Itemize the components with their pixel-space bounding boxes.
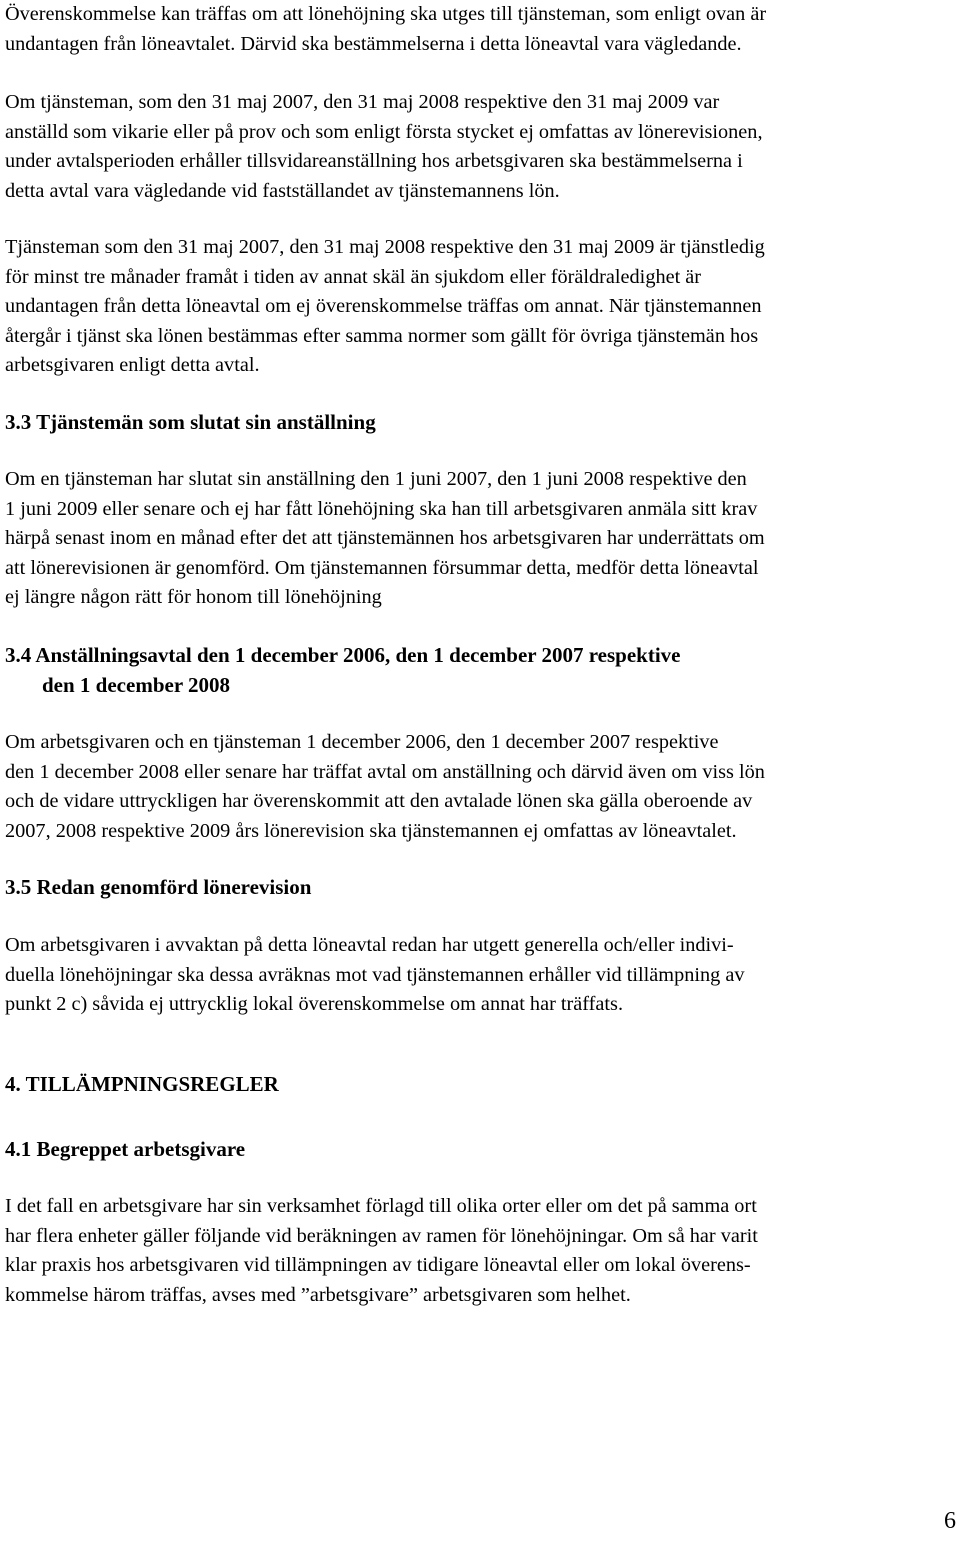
section-heading-3-3: 3.3 Tjänstemän som slutat sin anställning	[5, 410, 376, 434]
section-heading-4: 4. TILLÄMPNINGSREGLER	[5, 1072, 279, 1096]
text-line: Om en tjänsteman har slutat sin anställning den 1 juni 2007, den 1 juni 2008 respektive den	[5, 468, 747, 490]
page-number: 6	[944, 1508, 956, 1534]
section-heading-3-4	[5, 641, 681, 700]
paragraph-vikarie	[5, 88, 955, 206]
text-line: Tjänsteman som den 31 maj 2007, den 31 maj 2008 respektive den 31 maj 2009 är tjänstledig	[5, 236, 765, 258]
paragraph-3-4	[5, 728, 955, 846]
text-line: undantagen från detta löneavtal om ej överenskommelse träffas om annat. När tjänstemannen	[5, 295, 762, 318]
paragraph-4-1	[5, 1192, 955, 1310]
text-line: härpå senast inom en månad efter det att tjänstemännen hos arbetsgivaren har underrättats om	[5, 527, 765, 550]
text-line: I det fall en arbetsgivare har sin verksamhet förlagd till olika orter eller om det på samma ort	[5, 1195, 757, 1217]
section-heading-3-5: 3.5 Redan genomförd lönerevision	[5, 875, 312, 899]
text-line: undantagen från löneavtalet. Därvid ska bestämmelserna i detta löneavtal vara vägledande.	[5, 32, 742, 55]
text-line: har flera enheter gäller följande vid beräkningen av ramen för lönehöjningar. Om så har varit	[5, 1224, 758, 1247]
text-line: kommelse härom träffas, avses med ”arbetsgivare” arbetsgivaren som helhet.	[5, 1283, 631, 1306]
text-line: arbetsgivaren enligt detta avtal.	[5, 354, 260, 377]
text-line: punkt 2 c) såvida ej uttrycklig lokal överenskommelse om annat har träffats.	[5, 993, 624, 1016]
text-line: Överenskommelse kan träffas om att lönehöjning ska utges till tjänsteman, som enligt ovan är	[5, 3, 767, 25]
paragraph-3-5	[5, 931, 955, 1020]
text-line: för minst tre månader framåt i tiden av annat skäl än sjukdom eller föräldraledighet är	[5, 265, 702, 288]
text-line: Om tjänsteman, som den 31 maj 2007, den 31 maj 2008 respektive den 31 maj 2009 var	[5, 91, 720, 113]
text-line: den 1 december 2008 eller senare har träffat avtal om anställning och därvid även om viss lön	[5, 760, 765, 783]
text-line: att lönerevisionen är genomförd. Om tjänstemannen försummar detta, medför detta löneavtal	[5, 556, 759, 579]
section-heading-4-1: 4.1 Begreppet arbetsgivare	[5, 1137, 246, 1161]
text-line: 2007, 2008 respektive 2009 års lönerevision ska tjänstemannen ej omfattas av löneavtalet.	[5, 819, 737, 842]
section-heading-3-4-line1: 3.4 Anställningsavtal den 1 december 2006, den 1 december 2007 respektive	[5, 643, 681, 667]
text-line: klar praxis hos arbetsgivaren vid tillämpningen av tidigare löneavtal eller om lokal överens-	[5, 1254, 751, 1277]
text-line: 1 juni 2009 eller senare och ej har fått lönehöjning ska han till arbetsgivaren anmäla sitt krav	[5, 497, 758, 520]
text-line: ej längre någon rätt för honom till lönehöjning	[5, 586, 382, 609]
text-line: återgår i tjänst ska lönen bestämmas efter samma normer som gällt för övriga tjänstemän hos	[5, 324, 759, 347]
text-line: Om arbetsgivaren i avvaktan på detta löneavtal redan har utgett generella och/eller indivi-	[5, 934, 734, 956]
text-line: och de vidare uttryckligen har överenskommit att den avtalade lönen ska gälla oberoende av	[5, 790, 753, 813]
paragraph-3-3	[5, 465, 955, 613]
section-heading-3-4-line2: den 1 december 2008	[42, 672, 231, 697]
paragraph-intro	[5, 0, 955, 59]
text-line: Om arbetsgivaren och en tjänsteman 1 december 2006, den 1 december 2007 respektive	[5, 731, 719, 753]
text-line: detta avtal vara vägledande vid fastställandet av tjänstemannens lön.	[5, 179, 560, 202]
text-line: anställd som vikarie eller på prov och som enligt första stycket ej omfattas av lönerevisionen,	[5, 120, 763, 143]
text-line: under avtalsperioden erhåller tillsvidareanställning hos arbetsgivaren ska bestämmelserna i	[5, 150, 743, 173]
paragraph-tjanstledig	[5, 233, 955, 381]
text-line: duella lönehöjningar ska dessa avräknas mot vad tjänstemannen erhåller vid tillämpning av	[5, 963, 745, 986]
